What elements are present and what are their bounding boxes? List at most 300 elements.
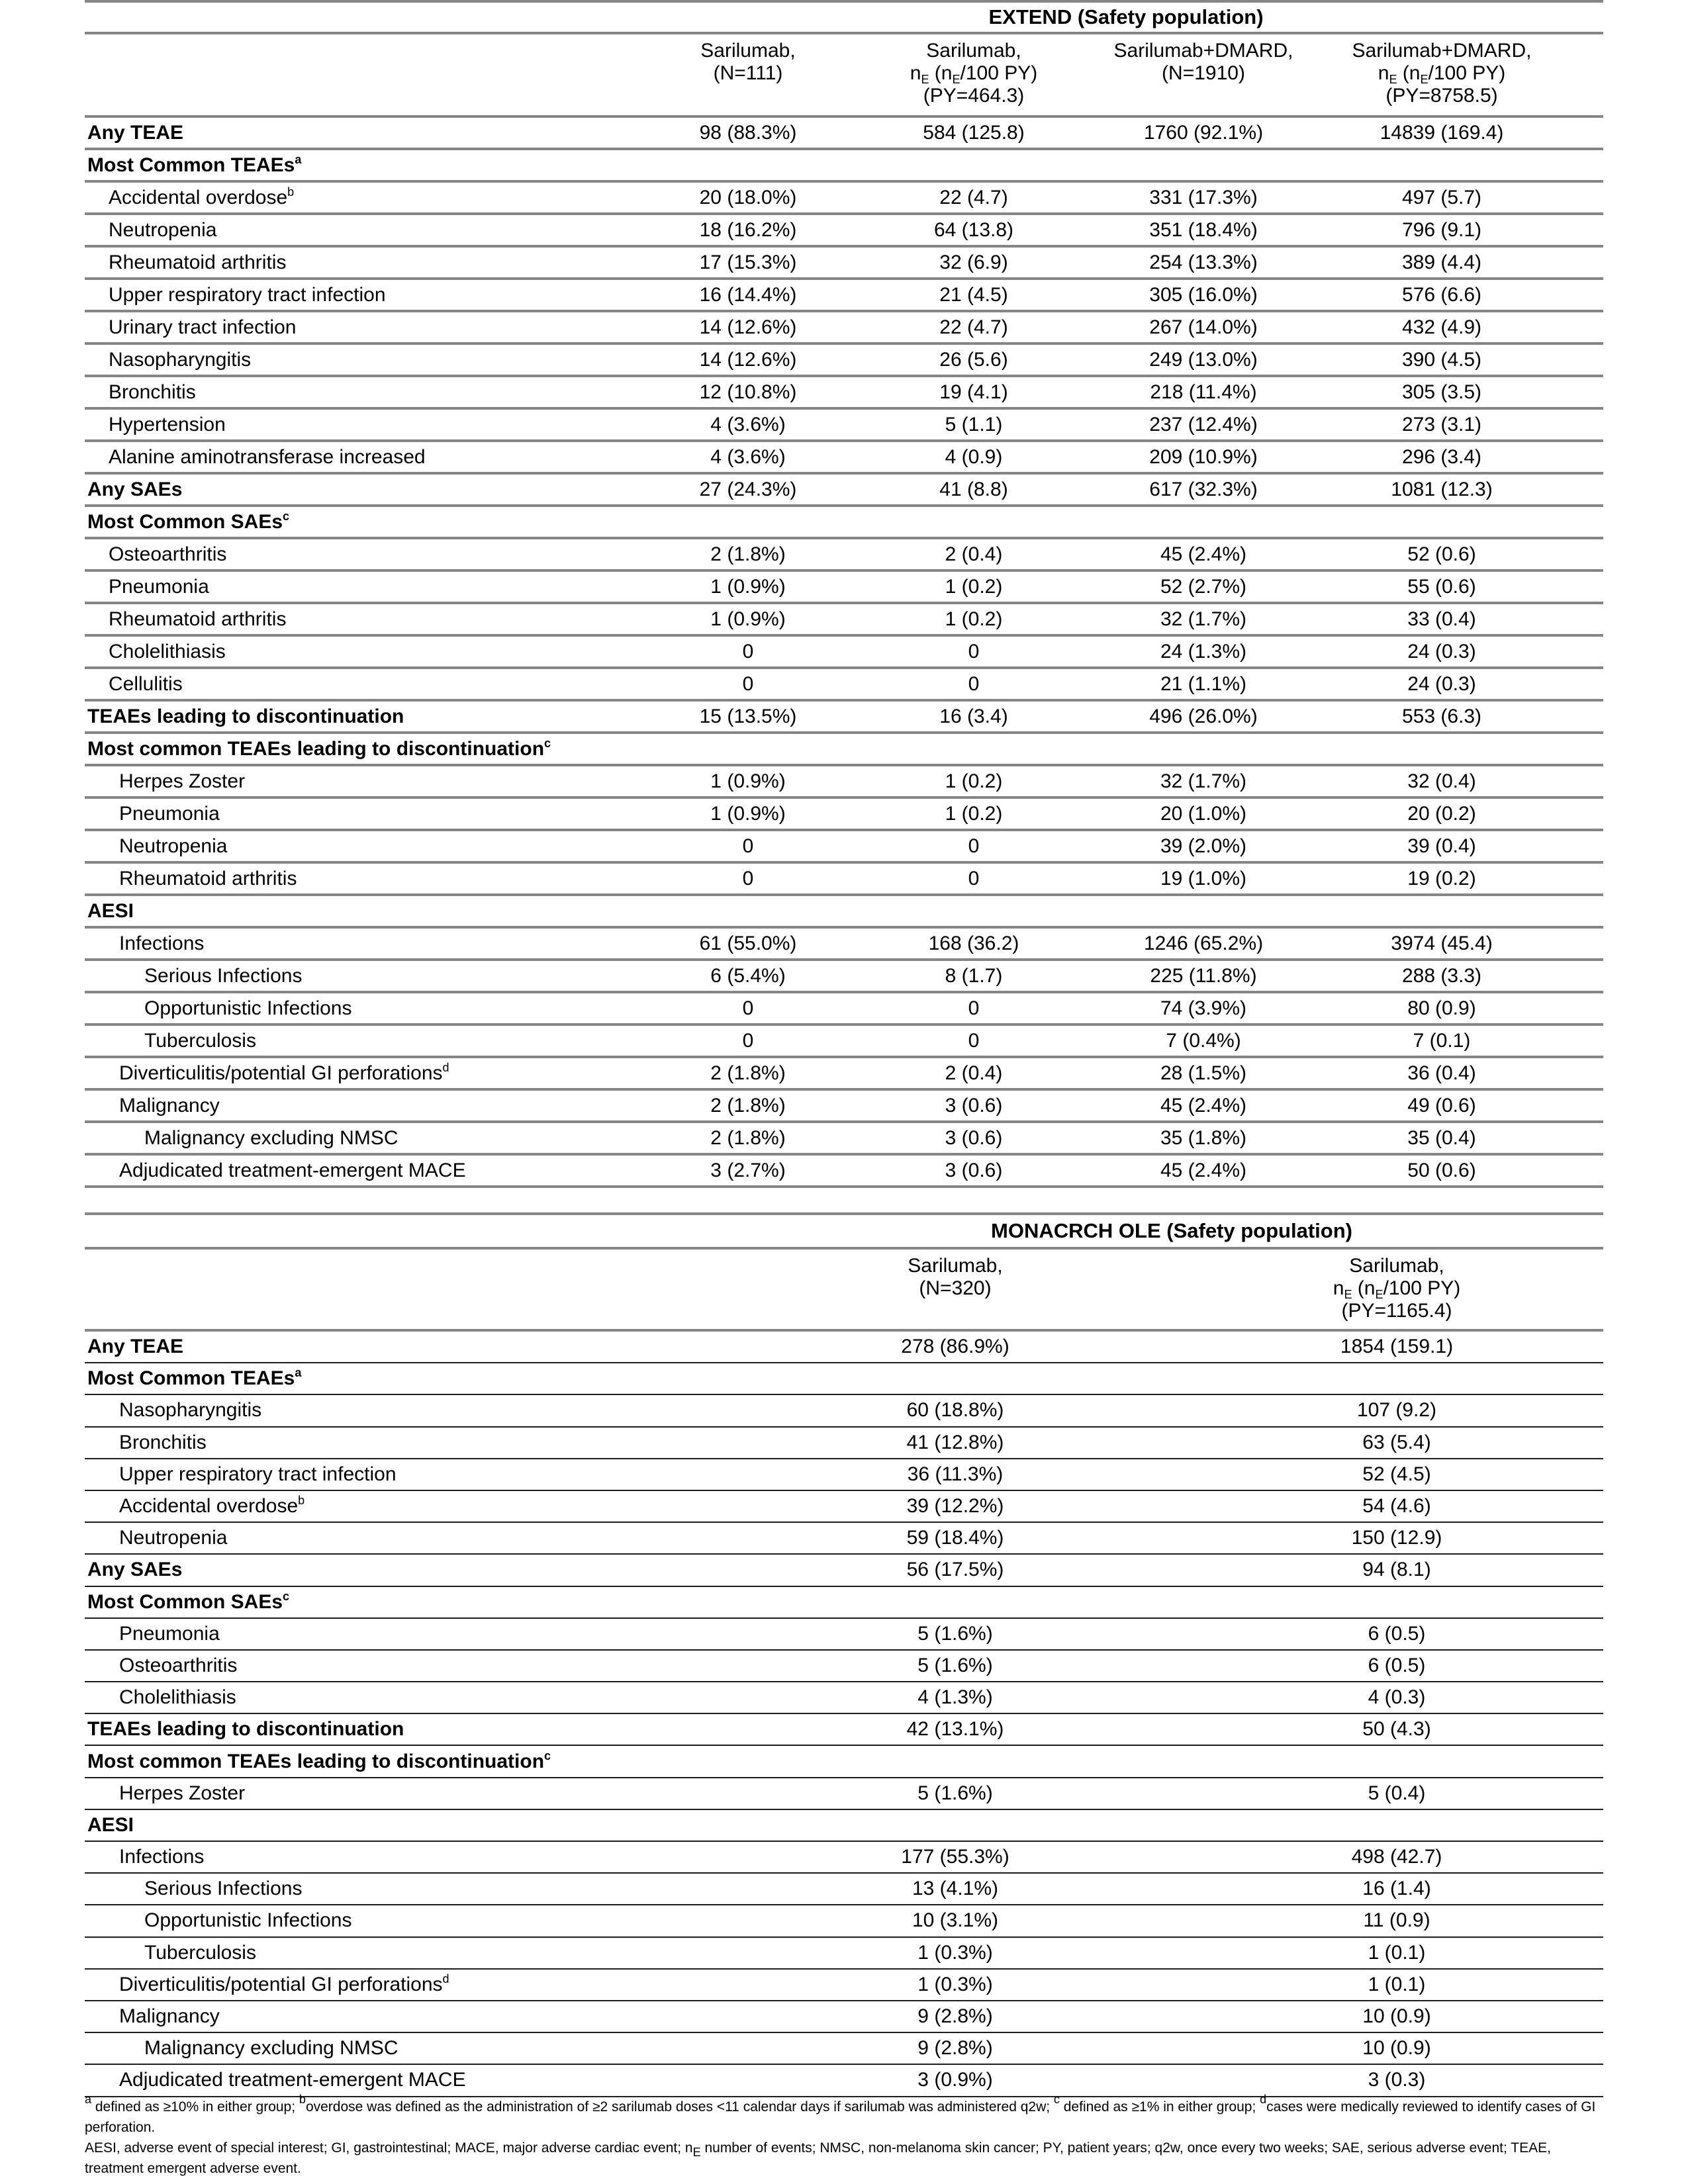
row-label: [119, 2005, 220, 2028]
row-label: [87, 1718, 404, 1741]
table-row: [85, 1363, 1603, 1395]
table-cell: 0: [742, 640, 754, 662]
row-label: [144, 1030, 256, 1052]
table-cell: 21 (4.5): [939, 283, 1008, 306]
table-cell: 1 (0.2): [945, 770, 1003, 792]
table-row: [85, 766, 1603, 799]
column-header-line1: Sarilumab+DMARD,: [1352, 40, 1532, 62]
table-row: [85, 799, 1603, 831]
table-cell: 45 (2.4%): [1160, 543, 1247, 565]
table-row: [85, 702, 1603, 734]
table-cell: 1 (0.2): [945, 608, 1003, 630]
table-cell: 19 (0.2): [1407, 867, 1476, 889]
footnote-marker: d: [1260, 2093, 1267, 2106]
row-label-text: Upper respiratory tract infection: [109, 283, 386, 306]
row-label-text: Pneumonia: [109, 575, 209, 598]
footnote-marker: c: [544, 1749, 551, 1762]
table-row: [85, 1778, 1603, 1810]
row-label-text: Bronchitis: [109, 381, 196, 403]
row-label-text: TEAEs leading to discontinuation: [87, 1718, 404, 1741]
table-cell: 45 (2.4%): [1160, 1159, 1247, 1181]
table-cell: 32 (6.9): [939, 251, 1008, 273]
table-cell: 1854 (159.1): [1340, 1336, 1454, 1358]
table-cell: 20 (0.2): [1407, 802, 1476, 825]
table-cell: 237 (12.4%): [1149, 413, 1258, 435]
table-cell: 32 (0.4): [1407, 770, 1476, 792]
column-header-line3: (PY=8758.5): [1385, 85, 1498, 107]
table-row: [85, 183, 1603, 215]
table-cell: 32 (1.7%): [1160, 608, 1247, 630]
table-cell: 9 (2.8%): [917, 2037, 993, 2060]
table-cell: 0: [742, 997, 754, 1019]
row-label: [87, 738, 551, 760]
table-cell: 553 (6.3): [1401, 705, 1482, 727]
table-row: [85, 280, 1603, 312]
table-row: [85, 248, 1603, 280]
table-cell: 254 (13.3%): [1149, 251, 1258, 273]
table-cell: 267 (14.0%): [1149, 316, 1258, 338]
column-header-line2: [1352, 62, 1532, 85]
row-label-text: Any TEAE: [87, 1336, 184, 1358]
extend-table-body: [85, 118, 1603, 1188]
column-header-line2: (N=111): [713, 62, 783, 84]
table-cell: 17 (15.3%): [699, 251, 797, 273]
abbrev-text-1: AESI, adverse event of special interest; GI, gastrointestinal; MACE, major adverse cardiac event; n: [85, 2140, 693, 2156]
table-cell: 3974 (45.4): [1391, 932, 1493, 954]
table-cell: 18 (16.2%): [699, 218, 797, 241]
table-cell: 5 (1.6%): [917, 1654, 993, 1676]
table-cell: 0: [968, 835, 980, 857]
table-cell: 1 (0.3%): [917, 1973, 993, 1995]
table-cell: 305 (16.0%): [1149, 283, 1258, 306]
table-cell: 16 (3.4): [939, 705, 1008, 727]
column-header-line1: Sarilumab,: [700, 40, 796, 62]
table-cell: 150 (12.9): [1351, 1527, 1442, 1549]
table-cell: 249 (13.0%): [1149, 348, 1258, 371]
table-cell: 576 (6.6): [1401, 283, 1482, 306]
table-row: [85, 1156, 1603, 1188]
table-cell: 9 (2.8%): [917, 2005, 993, 2028]
table-cell: 98 (88.3%): [699, 121, 797, 144]
row-label-text: Accidental overdose: [119, 1495, 299, 1518]
table-cell: 296 (3.4): [1401, 445, 1482, 468]
table-row: [85, 1491, 1603, 1523]
table-cell: 225 (11.8%): [1150, 964, 1257, 987]
table-cell: 7 (0.4%): [1166, 1029, 1241, 1052]
table-cell: 278 (86.9%): [901, 1336, 1009, 1358]
row-label: [119, 1463, 397, 1486]
table-cell: 54 (4.6): [1362, 1495, 1431, 1518]
row-label: [109, 187, 294, 209]
table-cell: 107 (9.2): [1356, 1399, 1437, 1422]
table-cell: 63 (5.4): [1362, 1431, 1431, 1453]
table-cell: 6 (0.5): [1368, 1622, 1426, 1645]
table-cell: 218 (11.4%): [1150, 381, 1257, 403]
row-label-text: TEAEs leading to discontinuation: [87, 705, 404, 727]
row-label: [109, 381, 196, 404]
footnote-definitions: [85, 2093, 1603, 2138]
table-row: [85, 442, 1603, 475]
table-cell: 305 (3.5): [1401, 381, 1482, 403]
row-label-text: Malignancy: [119, 2005, 220, 2028]
table-row: [85, 1810, 1603, 1842]
table-row: [85, 1970, 1603, 2001]
subscript-e: E: [1344, 1288, 1352, 1301]
row-label-text: Most Common TEAEs: [87, 1367, 295, 1390]
table-cell: 2 (1.8%): [710, 1126, 786, 1149]
table-row: [85, 410, 1603, 442]
row-label: [119, 1655, 237, 1677]
row-label: [109, 284, 386, 306]
monarch-column-header-row: [85, 1250, 1603, 1332]
table-row: [85, 2033, 1603, 2065]
column-header-line1: Sarilumab,: [1349, 1255, 1444, 1277]
table-cell: 3 (0.6): [945, 1159, 1003, 1181]
row-label-text: Serious Infections: [144, 964, 303, 987]
table-cell: 1 (0.1): [1368, 1973, 1426, 1995]
table-cell: 5 (0.4): [1368, 1782, 1426, 1804]
table-cell: 33 (0.4): [1407, 608, 1476, 630]
table-cell: 1 (0.1): [1368, 1941, 1426, 1964]
row-label: [144, 2037, 399, 2060]
table-cell: 41 (8.8): [939, 478, 1008, 500]
table-cell: 16 (14.4%): [699, 283, 797, 306]
row-label-text: Infections: [119, 1846, 205, 1868]
table-cell: 2 (1.8%): [710, 1062, 786, 1084]
row-label-text: Rheumatoid arthritis: [119, 867, 297, 889]
table-cell: 3 (0.3): [1368, 2069, 1426, 2091]
subscript-e: E: [921, 73, 929, 86]
footnote-marker: c: [544, 736, 551, 750]
table-cell: 0: [742, 672, 754, 695]
table-row: [85, 669, 1603, 702]
row-label-text: Most Common TEAEs: [87, 154, 295, 176]
row-label: [109, 673, 183, 696]
row-label: [109, 316, 296, 339]
row-label-text: Most common TEAEs leading to discontinuation: [87, 737, 545, 760]
table-cell: 1 (0.2): [945, 575, 1003, 598]
row-label-text: Most common TEAEs leading to discontinuation: [87, 1750, 545, 1772]
footnote-marker: c: [283, 1589, 290, 1603]
table-row: [85, 1714, 1603, 1746]
row-label-text: Rheumatoid arthritis: [109, 251, 287, 273]
table-cell: 49 (0.6): [1407, 1094, 1476, 1116]
table-cell: 1 (0.9%): [710, 770, 786, 792]
footnote-marker: d: [442, 1972, 449, 1985]
table-cell: 41 (12.8%): [906, 1431, 1004, 1453]
table-cell: 6 (5.4%): [710, 964, 786, 987]
table-cell: 94 (8.1): [1362, 1559, 1431, 1581]
table-row: [85, 1905, 1603, 1937]
table-cell: 74 (3.9%): [1160, 997, 1247, 1019]
n-events-text: (n: [929, 62, 953, 84]
table-cell: 5 (1.6%): [917, 1622, 993, 1645]
footnote-marker: b: [287, 185, 295, 199]
table-cell: 2 (0.4): [945, 543, 1003, 565]
table-cell: 0: [968, 672, 980, 695]
table-cell: 2 (0.4): [945, 1062, 1003, 1084]
table-cell: 0: [968, 640, 980, 662]
table-cell: 4 (1.3%): [917, 1686, 993, 1709]
row-label-text: Opportunistic Infections: [144, 1909, 352, 1932]
table-row: [85, 896, 1603, 929]
row-label: [87, 705, 404, 728]
table-cell: 12 (10.8%): [699, 381, 797, 403]
table-cell: 52 (4.5): [1362, 1463, 1431, 1485]
table-cell: 50 (4.3): [1362, 1718, 1431, 1741]
monarch-safety-table: [85, 1212, 1603, 2097]
row-label-text: Any SAEs: [87, 478, 183, 500]
table-cell: 36 (0.4): [1407, 1062, 1476, 1084]
table-cell: 10 (0.9): [1362, 2037, 1431, 2060]
row-label: [119, 933, 204, 955]
table-row: [85, 961, 1603, 993]
row-label: [87, 1559, 182, 1581]
footnote-marker: d: [442, 1060, 449, 1074]
table-row: [85, 1332, 1603, 1363]
table-row: [85, 345, 1603, 377]
row-label: [119, 835, 227, 858]
table-cell: 24 (0.3): [1407, 640, 1476, 662]
column-header: [1114, 40, 1293, 85]
table-row: [85, 1395, 1603, 1427]
row-label-text: Alanine aminotransferase increased: [109, 445, 426, 468]
table-row: [85, 1555, 1603, 1586]
table-cell: 2 (1.8%): [710, 543, 786, 565]
table-cell: 5 (1.6%): [917, 1782, 993, 1804]
row-label: [109, 608, 286, 631]
table-cell: 32 (1.7%): [1160, 770, 1247, 792]
row-label-text: Adjudicated treatment-emergent MACE: [119, 1159, 466, 1181]
row-label: [87, 154, 301, 177]
table-row: [85, 1842, 1603, 1874]
row-label-text: Bronchitis: [119, 1431, 207, 1453]
row-label: [109, 349, 251, 371]
row-label: [144, 1127, 399, 1150]
table-cell: 4 (3.6%): [710, 445, 786, 468]
row-label-text: Cellulitis: [109, 672, 183, 695]
row-label: [109, 414, 226, 436]
monarch-table-body: [85, 1332, 1603, 2097]
row-label-text: Most Common SAEs: [87, 1590, 283, 1613]
table-row: [85, 1523, 1603, 1555]
row-label: [144, 1909, 352, 1932]
table-row: [85, 1459, 1603, 1491]
extend-column-header-row: [85, 34, 1603, 118]
table-cell: 52 (0.6): [1407, 543, 1476, 565]
column-header: [910, 40, 1037, 107]
table-cell: 20 (18.0%): [699, 186, 797, 208]
footnote-text: cases were medically reviewed to identify cases of GI perforation.: [85, 2099, 1596, 2135]
row-label-text: Nasopharyngitis: [109, 348, 252, 371]
table-row: [85, 637, 1603, 669]
table-row: [85, 1651, 1603, 1682]
table-cell: 45 (2.4%): [1160, 1094, 1247, 1116]
row-label: [144, 965, 302, 987]
row-label: [119, 1686, 236, 1709]
table-cell: 7 (0.1): [1413, 1029, 1471, 1052]
row-label-text: Cholelithiasis: [109, 640, 226, 662]
column-header: [700, 40, 795, 85]
table-row: [85, 507, 1603, 539]
table-cell: 36 (11.3%): [907, 1463, 1004, 1485]
table-cell: 0: [968, 1029, 980, 1052]
row-label-text: Urinary tract infection: [109, 316, 297, 338]
column-header: [1333, 1255, 1460, 1322]
table-row: [85, 1428, 1603, 1459]
table-cell: 19 (1.0%): [1160, 867, 1247, 889]
row-label-text: Osteoarthritis: [119, 1654, 238, 1676]
row-label-text: Pneumonia: [119, 802, 220, 825]
row-label-text: Any SAEs: [87, 1559, 183, 1581]
table-cell: 617 (32.3%): [1149, 478, 1258, 500]
table-cell: 14 (12.6%): [699, 348, 797, 371]
row-label-text: Osteoarthritis: [109, 543, 227, 565]
table-cell: 28 (1.5%): [1160, 1062, 1247, 1084]
table-cell: 0: [742, 867, 754, 889]
table-cell: 64 (13.8): [933, 218, 1014, 241]
table-cell: 496 (26.0%): [1149, 705, 1258, 727]
rate-unit: /100 PY): [1428, 62, 1506, 84]
footnote-marker: a: [85, 2093, 92, 2106]
footnote-marker: a: [295, 152, 302, 166]
table-cell: 209 (10.9%): [1149, 445, 1258, 468]
row-label-text: Tuberculosis: [144, 1029, 256, 1052]
row-label: [144, 1942, 256, 1964]
row-label: [119, 1974, 449, 1996]
row-label: [119, 1160, 466, 1182]
footnote-text: defined as ≥1% in either group;: [1059, 2099, 1260, 2115]
table-row: [85, 475, 1603, 507]
subscript-e: E: [1420, 73, 1429, 86]
row-label: [87, 511, 289, 533]
row-label: [119, 770, 245, 793]
table-row: [85, 604, 1603, 637]
table-cell: 6 (0.5): [1368, 1654, 1426, 1676]
table-row: [85, 1058, 1603, 1091]
table-cell: 2 (1.8%): [710, 1094, 786, 1116]
row-label: [119, 868, 297, 890]
table-row: [85, 929, 1603, 961]
table-cell: 1246 (65.2%): [1143, 932, 1264, 954]
subscript-e: E: [952, 73, 961, 86]
table-cell: 60 (18.8%): [906, 1399, 1004, 1422]
table-cell: 273 (3.1): [1401, 413, 1482, 435]
table-cell: 1 (0.9%): [710, 608, 786, 630]
subscript-e: E: [1375, 1288, 1383, 1301]
column-header-line1: Sarilumab,: [908, 1255, 1003, 1277]
table-cell: 16 (1.4): [1362, 1878, 1431, 1900]
table-cell: 497 (5.7): [1401, 186, 1482, 208]
row-label: [144, 997, 352, 1020]
table-cell: 56 (17.5%): [906, 1559, 1004, 1581]
row-label: [119, 1782, 245, 1805]
row-label: [119, 1095, 220, 1117]
footnote-marker: b: [298, 1494, 305, 1508]
table-cell: 1 (0.2): [945, 802, 1003, 825]
table-row: [85, 1091, 1603, 1123]
table-cell: 10 (3.1%): [912, 1909, 999, 1932]
row-label: [87, 1367, 301, 1390]
table-cell: 13 (4.1%): [912, 1878, 999, 1900]
table-row: [85, 1746, 1603, 1778]
table-cell: 168 (36.2): [928, 932, 1019, 954]
table-cell: 351 (18.4%): [1149, 218, 1258, 241]
row-label: [119, 1846, 204, 1868]
table-cell: 1 (0.9%): [710, 575, 786, 598]
table-cell: 0: [968, 867, 980, 889]
table-row: [85, 1026, 1603, 1058]
table-cell: 35 (1.8%): [1160, 1126, 1247, 1149]
table-cell: 3 (0.6): [945, 1126, 1003, 1149]
table-cell: 498 (42.7): [1351, 1846, 1442, 1868]
row-label-text: Malignancy excluding NMSC: [144, 1126, 399, 1149]
row-label-text: Most Common SAEs: [87, 510, 283, 533]
table-row: [85, 993, 1603, 1026]
table-cell: 35 (0.4): [1407, 1126, 1476, 1149]
table-cell: 50 (0.6): [1407, 1159, 1476, 1181]
row-label: [119, 1623, 220, 1645]
table-cell: 8 (1.7): [945, 964, 1003, 987]
row-label: [109, 576, 209, 598]
row-label-text: Diverticulitis/potential GI perforations: [119, 1973, 443, 1995]
table-cell: 19 (4.1): [939, 381, 1008, 403]
table-cell: 14 (12.6%): [699, 316, 797, 338]
row-label-text: Upper respiratory tract infection: [119, 1463, 397, 1485]
extend-title-row: [85, 0, 1603, 34]
n-events-symbol: n: [1378, 62, 1389, 84]
extend-title: EXTEND (Safety population): [988, 5, 1264, 28]
row-label-text: Rheumatoid arthritis: [109, 608, 287, 630]
table-cell: 52 (2.7%): [1160, 575, 1247, 598]
row-label-text: Malignancy: [119, 1094, 220, 1116]
row-label-text: Diverticulitis/potential GI perforations: [119, 1062, 443, 1084]
column-header: [908, 1255, 1002, 1300]
n-events-text: (n: [1397, 62, 1421, 84]
row-label-text: Serious Infections: [144, 1878, 303, 1900]
row-label-text: Hypertension: [109, 413, 226, 435]
table-cell: 11 (0.9): [1363, 1909, 1430, 1932]
table-cell: 4 (3.6%): [710, 413, 786, 435]
row-label: [109, 251, 286, 274]
n-events-symbol: n: [910, 62, 921, 84]
table-cell: 22 (4.7): [939, 316, 1008, 338]
table-cell: 0: [968, 997, 980, 1019]
table-cell: 24 (1.3%): [1160, 640, 1247, 662]
row-label-text: Cholelithiasis: [119, 1686, 236, 1709]
table-cell: 39 (12.2%): [906, 1495, 1004, 1518]
column-header-line2: [910, 62, 1037, 85]
table-cell: 390 (4.5): [1401, 348, 1482, 371]
row-label: [119, 1495, 305, 1518]
footnote-text: overdose was defined as the administration of ≥2 sarilumab doses <11 calendar days if sarilumab was administered q2w;: [305, 2099, 1054, 2115]
footnote-marker: c: [1053, 2093, 1060, 2106]
n-events-text: (n: [1352, 1277, 1376, 1299]
row-label: [119, 1062, 449, 1085]
row-label: [87, 1591, 289, 1614]
table-cell: 24 (0.3): [1407, 672, 1476, 695]
footnotes: [85, 2093, 1603, 2179]
table-cell: 1760 (92.1%): [1143, 121, 1264, 144]
table-row: [85, 831, 1603, 864]
table-cell: 14839 (169.4): [1380, 121, 1504, 144]
row-label-text: AESI: [87, 1813, 134, 1836]
footnote-marker: a: [295, 1366, 302, 1380]
table-cell: 3 (0.6): [945, 1094, 1003, 1116]
table-cell: 3 (2.7%): [710, 1159, 786, 1181]
table-cell: 27 (24.3%): [699, 478, 797, 500]
table-cell: 3 (0.9%): [917, 2069, 993, 2091]
